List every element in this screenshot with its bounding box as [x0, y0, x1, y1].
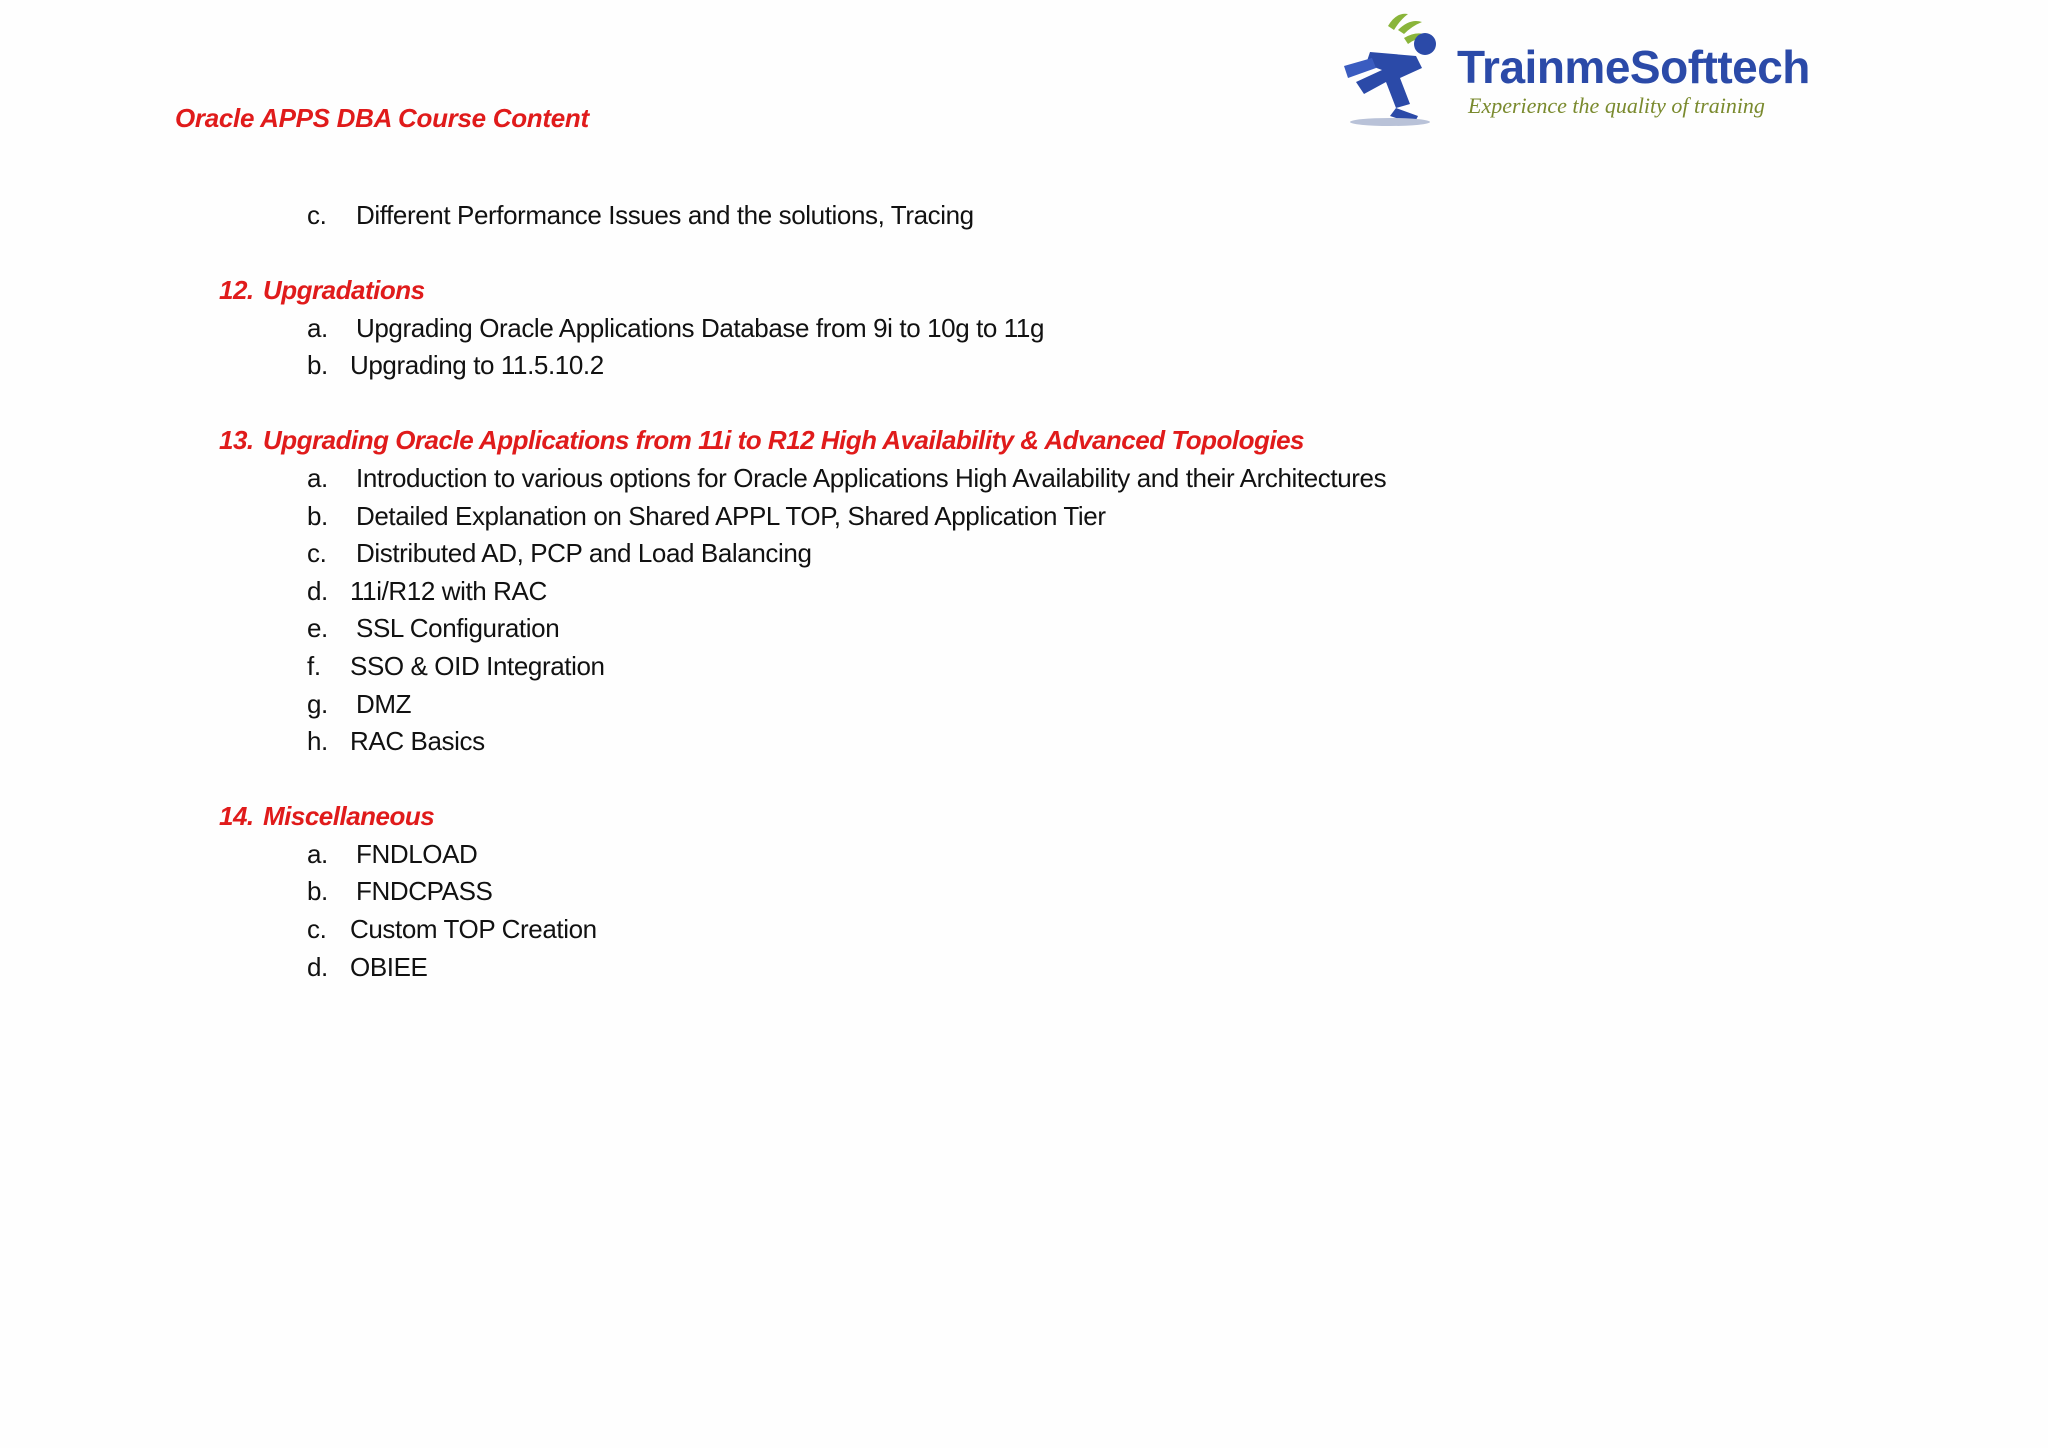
- section-title: Upgradations: [263, 275, 425, 305]
- item-text: SSO & OID Integration: [350, 651, 605, 681]
- item-text: 11i/R12 with RAC: [350, 576, 547, 606]
- section-heading-14: [219, 801, 434, 832]
- item-text: RAC Basics: [350, 726, 485, 756]
- item-letter: d.: [307, 576, 328, 606]
- section-number: 12.: [219, 275, 254, 305]
- item-text: DMZ: [356, 689, 412, 719]
- logo-tagline: Experience the quality of training: [1468, 93, 1765, 118]
- item-letter: g.: [307, 689, 328, 719]
- section-number: 14.: [219, 801, 254, 831]
- item-text: Different Performance Issues and the solutions, Tracing: [356, 200, 974, 230]
- section-heading-12: [219, 275, 425, 306]
- document-title: Oracle APPS DBA Course Content: [175, 103, 589, 133]
- section-heading-13: [219, 425, 1304, 456]
- item-text: Upgrading to 11.5.10.2: [350, 350, 604, 380]
- item-text: Detailed Explanation on Shared APPL TOP, Shared Application Tier: [356, 501, 1106, 531]
- item-letter: h.: [307, 726, 328, 756]
- running-person-book-logo-icon: [1330, 8, 1460, 128]
- item-letter: a.: [307, 313, 328, 343]
- item-text: Introduction to various options for Oracle Applications High Availability and their Architectures: [356, 463, 1387, 493]
- section-title: Miscellaneous: [263, 801, 435, 831]
- item-letter: d.: [307, 952, 328, 982]
- item-letter: c.: [307, 914, 327, 944]
- item-text: Upgrading Oracle Applications Database from 9i to 10g to 11g: [356, 313, 1045, 343]
- item-letter: c.: [307, 538, 327, 568]
- item-letter: a.: [307, 463, 328, 493]
- item-text: Distributed AD, PCP and Load Balancing: [356, 538, 812, 568]
- item-text: FNDCPASS: [356, 876, 493, 906]
- item-letter: e.: [307, 613, 328, 643]
- item-letter: b.: [307, 876, 328, 906]
- item-text: OBIEE: [350, 952, 428, 982]
- item-text: SSL Configuration: [356, 613, 560, 643]
- item-text: Custom TOP Creation: [350, 914, 597, 944]
- item-letter: b.: [307, 501, 328, 531]
- item-letter: f.: [307, 651, 321, 681]
- item-letter: a.: [307, 839, 328, 869]
- section-number: 13.: [219, 425, 254, 455]
- item-letter: b.: [307, 350, 328, 380]
- item-text: FNDLOAD: [356, 839, 478, 869]
- item-letter: c.: [307, 200, 327, 230]
- trainmesofttech-logo: [1330, 8, 1810, 128]
- logo-brand-name: TrainmeSofttech: [1457, 41, 1810, 93]
- section-title: Upgrading Oracle Applications from 11i to R12 High Availability & Advanced Topologies: [263, 425, 1305, 455]
